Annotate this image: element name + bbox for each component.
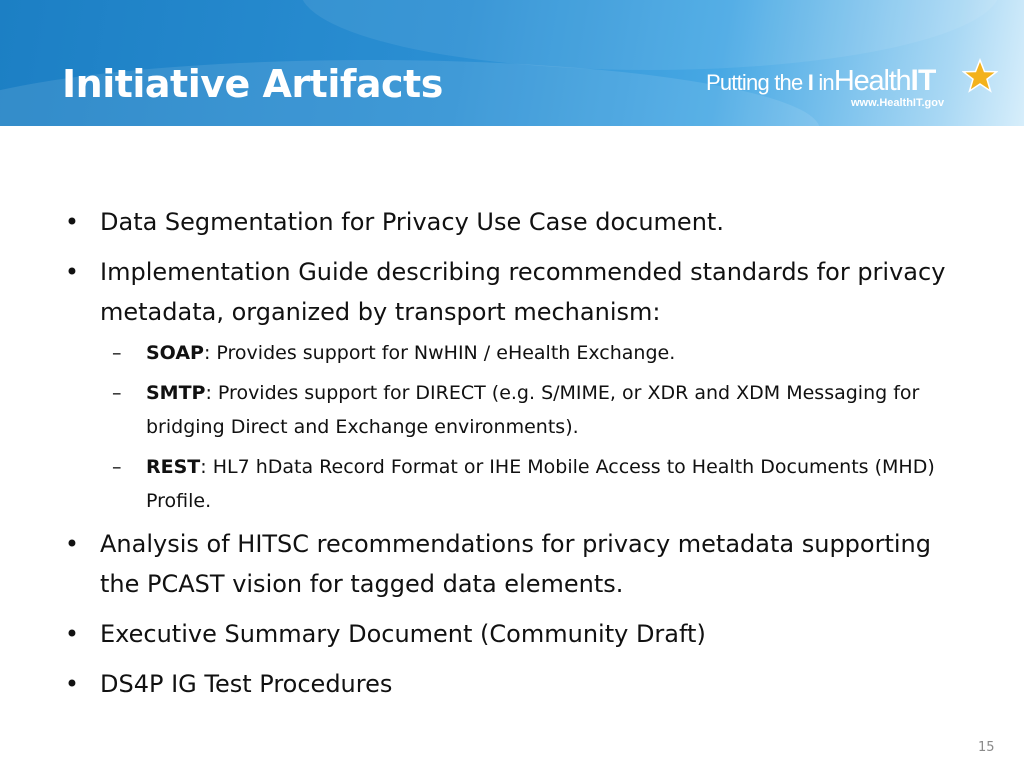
bullet-text: Executive Summary Document (Community Draft) xyxy=(100,620,706,648)
logo-tagline-i: I xyxy=(807,70,814,95)
bullet-text: DS4P IG Test Procedures xyxy=(100,670,393,698)
bullet-marker: • xyxy=(64,530,80,558)
healthit-logo xyxy=(706,58,1006,108)
sub-bullet-term: SOAP xyxy=(146,342,204,364)
sub-bullet-marker: – xyxy=(112,342,122,364)
sub-bullet-term: REST xyxy=(146,456,201,478)
bullet-item xyxy=(62,524,962,604)
bullet-text: Analysis of HITSC recommendations for privacy metadata supporting the PCAST vision for tagged data elements. xyxy=(100,530,931,598)
logo-tagline-health: Health xyxy=(833,65,911,97)
bullet-item xyxy=(62,252,962,332)
logo-tagline-in: in xyxy=(818,70,834,95)
page-number: 15 xyxy=(978,740,995,755)
sub-bullet-term: SMTP xyxy=(146,382,206,404)
slide-title: Initiative Artifacts xyxy=(62,62,443,106)
sub-bullet-text: : Provides support for DIRECT (e.g. S/MIME, or XDR and XDM Messaging for bridging Direct and Exchange environments). xyxy=(146,382,920,438)
bullet-item xyxy=(62,202,962,242)
logo-url: www.HealthIT.gov xyxy=(851,97,945,109)
bullet-text: Implementation Guide describing recommended standards for privacy metadata, organized by transport mechanism: xyxy=(100,258,946,326)
sub-bullet-marker: – xyxy=(112,382,122,404)
bullet-marker: • xyxy=(64,620,80,648)
bullet-list xyxy=(62,202,962,714)
sub-bullet-marker: – xyxy=(112,456,122,478)
bullet-item xyxy=(62,664,962,704)
header-banner xyxy=(0,0,1024,126)
logo-tagline-part1: Putting the xyxy=(706,70,803,95)
sub-bullet-text: : HL7 hData Record Format or IHE Mobile Access to Health Documents (MHD) Profile. xyxy=(146,456,935,512)
logo-tagline-it: IT xyxy=(910,64,936,97)
sub-bullet-item xyxy=(62,336,962,370)
sub-bullet-text: : Provides support for NwHIN / eHealth Exchange. xyxy=(203,342,676,364)
bullet-marker: • xyxy=(64,258,80,286)
bullet-item xyxy=(62,614,962,654)
bullet-text: Data Segmentation for Privacy Use Case document. xyxy=(100,208,724,236)
logo-tagline xyxy=(706,64,936,98)
bullet-marker: • xyxy=(64,670,80,698)
sub-bullet-item xyxy=(62,376,962,444)
sub-bullet-item xyxy=(62,450,962,518)
star-icon xyxy=(962,58,998,94)
bullet-marker: • xyxy=(64,208,80,236)
